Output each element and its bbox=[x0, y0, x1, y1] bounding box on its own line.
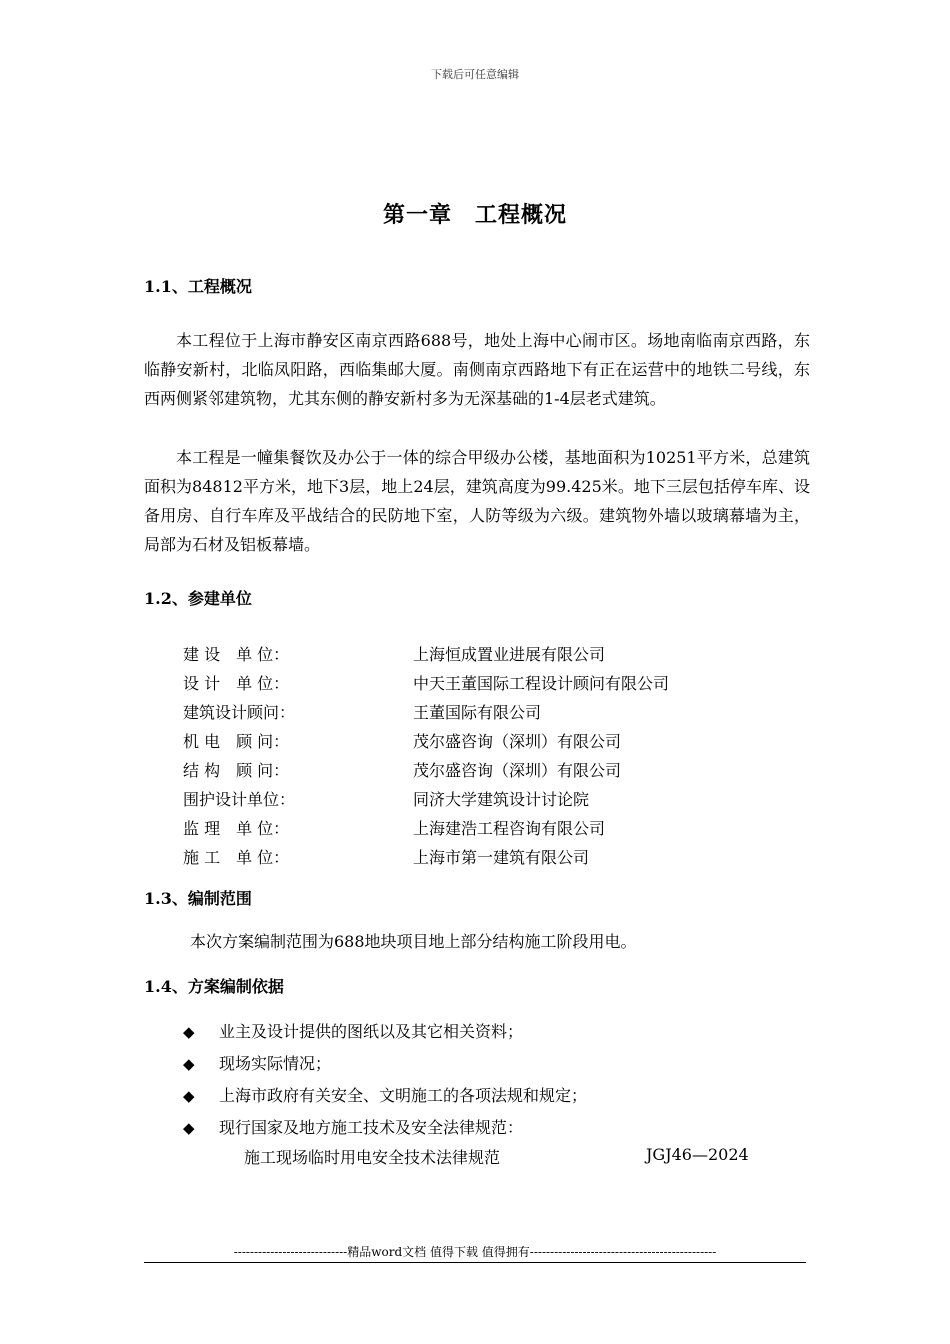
scope-text: 本次方案编制范围为688地块项目地上部分结构施工阶段用电。 bbox=[190, 932, 637, 951]
unit-value: 中天王董国际工程设计顾问有限公司 bbox=[413, 674, 670, 693]
unit-value: 王董国际有限公司 bbox=[413, 703, 542, 722]
unit-label: 施 工 单 位： bbox=[183, 848, 290, 867]
basis-item-text: 现场实际情况； bbox=[219, 1054, 332, 1073]
unit-row bbox=[183, 814, 783, 843]
unit-row bbox=[183, 640, 783, 669]
unit-label: 机 电 顾 问： bbox=[183, 732, 290, 751]
unit-row bbox=[183, 698, 783, 727]
basis-list bbox=[183, 1016, 803, 1144]
spec-code: JGJ46—2024 bbox=[646, 1145, 749, 1164]
chapter-title: 第一章 工程概况 bbox=[382, 202, 567, 228]
header-note: 下载后可任意编辑 bbox=[431, 68, 519, 81]
unit-row bbox=[183, 843, 783, 872]
unit-label: 结 构 顾 问： bbox=[183, 761, 290, 780]
unit-row bbox=[183, 756, 783, 785]
list-item bbox=[183, 1048, 803, 1080]
diamond-bullet-icon: ◆ bbox=[183, 1023, 195, 1041]
unit-label: 监 理 单 位： bbox=[183, 819, 290, 838]
basis-item-text: 上海市政府有关安全、文明施工的各项法规和规定； bbox=[219, 1086, 588, 1105]
diamond-bullet-icon: ◆ bbox=[183, 1119, 195, 1137]
unit-label: 建筑设计顾问： bbox=[183, 703, 296, 722]
overview-paragraph-2: 本工程是一幢集餐饮及办公于一体的综合甲级办公楼，基地面积为10251平方米，总建筑面积为84812平方米，地下3层，地上24层，建筑高度为99.425米。地下三层包括停车库、设备用房、自行车库及平战结合的民防地下室，人防等级为六级。建筑物外墙以玻璃幕墙为主，局部为石材及铝板幕墙。 bbox=[144, 448, 810, 554]
unit-value: 同济大学建筑设计讨论院 bbox=[413, 790, 590, 809]
unit-label: 设 计 单 位： bbox=[183, 674, 290, 693]
unit-value: 茂尔盛咨询（深圳）有限公司 bbox=[413, 761, 622, 780]
unit-label: 建 设 单 位： bbox=[183, 645, 290, 664]
unit-row bbox=[183, 669, 783, 698]
footer-divider bbox=[144, 1262, 806, 1263]
section-heading-units: 1.2、参建单位 bbox=[144, 589, 252, 608]
diamond-bullet-icon: ◆ bbox=[183, 1055, 195, 1073]
basis-item-text: 现行国家及地方施工技术及安全法律规范： bbox=[219, 1118, 524, 1137]
unit-label: 围护设计单位： bbox=[183, 790, 296, 809]
unit-row bbox=[183, 785, 783, 814]
list-item bbox=[183, 1080, 803, 1112]
diamond-bullet-icon: ◆ bbox=[183, 1087, 195, 1105]
unit-value: 上海建浩工程咨询有限公司 bbox=[413, 819, 606, 838]
unit-value: 茂尔盛咨询（深圳）有限公司 bbox=[413, 732, 622, 751]
section-heading-scope: 1.3、编制范围 bbox=[144, 889, 252, 908]
list-item bbox=[183, 1112, 803, 1144]
overview-paragraph-1: 本工程位于上海市静安区南京西路688号，地处上海中心闹市区。场地南临南京西路，东临静安新村，北临凤阳路，西临集邮大厦。南侧南京西路地下有正在运营中的地铁二号线，东西两侧紧邻建筑物，尤其东侧的静安新村多为无深基础的1-4层老式建筑。 bbox=[144, 331, 810, 408]
footer-text: ----------------------------精品word文档 值得下载 值得拥有---------------------------------------------- bbox=[233, 1245, 717, 1259]
spec-line bbox=[244, 1145, 804, 1168]
list-item bbox=[183, 1016, 803, 1048]
spec-name: 施工现场临时用电安全技术法律规范 bbox=[244, 1148, 501, 1167]
units-list bbox=[183, 640, 783, 872]
section-heading-overview: 1.1、工程概况 bbox=[144, 277, 252, 296]
unit-value: 上海恒成置业进展有限公司 bbox=[413, 645, 606, 664]
basis-item-text: 业主及设计提供的图纸以及其它相关资料； bbox=[219, 1022, 524, 1041]
unit-row bbox=[183, 727, 783, 756]
unit-value: 上海市第一建筑有限公司 bbox=[413, 848, 590, 867]
section-heading-basis: 1.4、方案编制依据 bbox=[144, 977, 284, 996]
